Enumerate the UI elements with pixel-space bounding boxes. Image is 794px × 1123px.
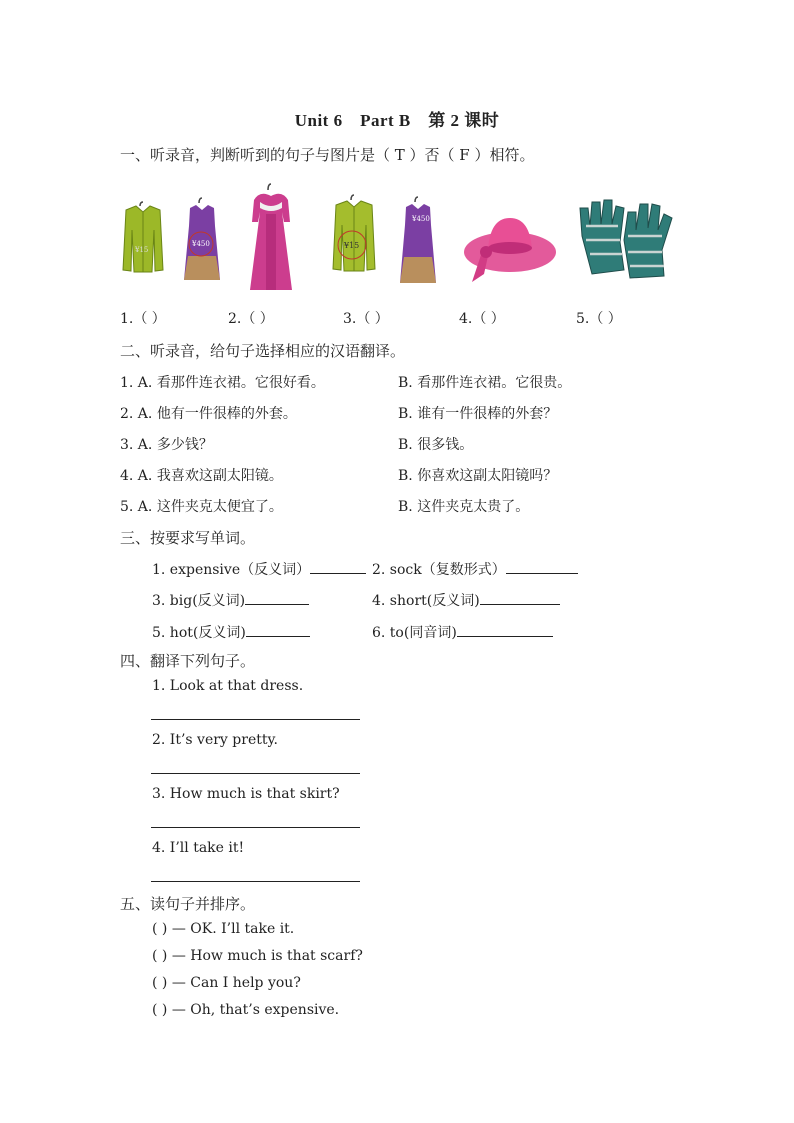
option-3a: 3. A. 多少钱？: [120, 437, 213, 453]
price-tag-1: ¥15: [135, 246, 149, 254]
order-item-2[interactable]: ( ) — How much is that scarf?: [152, 948, 363, 964]
section1-heading: 一、听录音，判断听到的句子与图片是（ T ）否（ F ）相符。: [120, 146, 535, 164]
answer-slot-5[interactable]: 5.（ ）: [576, 311, 622, 327]
option-2a: 2. A. 他有一件很棒的外套。: [120, 406, 297, 422]
word-blank-3[interactable]: [245, 591, 309, 605]
section4-heading: 四、翻译下列句子。: [120, 652, 256, 670]
option-5a: 5. A. 这件夹克太便宜了。: [120, 499, 283, 515]
order-item-1[interactable]: ( ) — OK. I’ll take it.: [152, 921, 295, 937]
dress-picture-1: [182, 196, 222, 284]
price-tag-4: ¥450: [412, 215, 430, 223]
word-blank-6[interactable]: [457, 623, 553, 637]
answer-slot-1[interactable]: 1.（ ）: [120, 311, 166, 327]
option-3b: B. 很多钱。: [398, 437, 474, 453]
section3-heading: 三、按要求写单词。: [120, 529, 256, 547]
order-item-3[interactable]: ( ) — Can I help you?: [152, 975, 301, 991]
translate-sentence-3: 3. How much is that skirt?: [152, 786, 340, 802]
answer-slot-2[interactable]: 2.（ ）: [228, 311, 274, 327]
section2-heading: 二、听录音，给句子选择相应的汉语翻译。: [120, 342, 406, 360]
answer-slot-4[interactable]: 4.（ ）: [459, 311, 505, 327]
answer-line-4[interactable]: [151, 881, 360, 882]
shirt-picture-2: [332, 193, 376, 275]
option-1a: 1. A. 看那件连衣裙。它很好看。: [120, 375, 325, 391]
option-5b: B. 这件夹克太贵了。: [398, 499, 530, 515]
option-2b: B. 谁有一件很棒的外套？: [398, 406, 558, 422]
hat-picture: [462, 212, 558, 288]
word-task-1: 1. expensive（反义词）: [152, 559, 366, 579]
word-task-3: 3. big(反义词): [152, 590, 309, 610]
answer-slot-3[interactable]: 3.（ ）: [343, 311, 389, 327]
word-task-2: 2. sock（复数形式）: [372, 559, 578, 579]
option-4b: B. 你喜欢这副太阳镜吗？: [398, 468, 558, 484]
gloves-picture: [576, 196, 676, 280]
shirt-picture-1: [122, 200, 164, 276]
word-blank-1[interactable]: [310, 560, 366, 574]
translate-sentence-1: 1. Look at that dress.: [152, 678, 304, 694]
option-1b: B. 看那件连衣裙。它很贵。: [398, 375, 572, 391]
pink-dress-picture: [246, 182, 296, 296]
word-blank-2[interactable]: [506, 560, 578, 574]
answer-line-3[interactable]: [151, 827, 360, 828]
word-task-6: 6. to(同音词): [372, 622, 553, 642]
translate-sentence-4: 4. I’ll take it!: [152, 840, 245, 856]
dress-picture-2: [398, 195, 438, 287]
option-4a: 4. A. 我喜欢这副太阳镜。: [120, 468, 283, 484]
page-title: Unit 6 Part B 第 2 课时: [294, 111, 500, 130]
word-task-4: 4. short(反义词): [372, 590, 560, 610]
section5-heading: 五、读句子并排序。: [120, 895, 256, 913]
translate-sentence-2: 2. It’s very pretty.: [152, 732, 278, 748]
order-item-4[interactable]: ( ) — Oh, that’s expensive.: [152, 1002, 340, 1018]
word-task-5: 5. hot(反义词): [152, 622, 310, 642]
answer-line-2[interactable]: [151, 773, 360, 774]
answer-line-1[interactable]: [151, 719, 360, 720]
price-tag-3: ¥15: [344, 241, 360, 250]
word-blank-5[interactable]: [246, 623, 310, 637]
price-tag-2: ¥450: [192, 240, 210, 248]
word-blank-4[interactable]: [480, 591, 560, 605]
